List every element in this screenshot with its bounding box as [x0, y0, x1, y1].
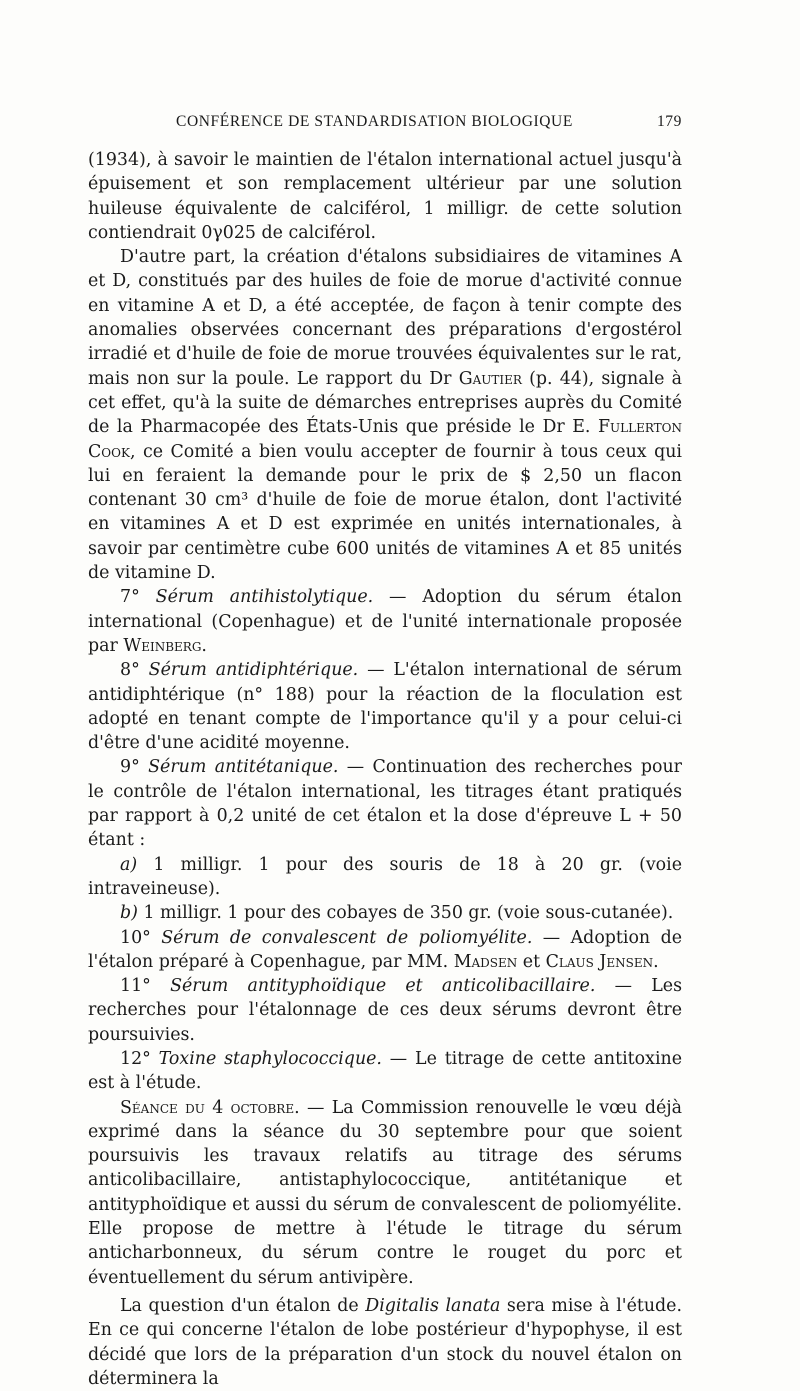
running-header: [88, 113, 682, 139]
item-title: Toxine staphylococcique.: [158, 1048, 382, 1069]
item-9-serum-antitetanique: 9° Sérum antitétanique. — Continuation des recherches pour le contrôle de l'étalon international, les titrages étant pratiqués par rapport à 0,2 unité de cet étalon et la dose d'épreuve L + 50 étant :: [88, 757, 682, 851]
item-title: Sérum antidiphtérique.: [148, 660, 359, 681]
paragraph-calciferol: (1934), à savoir le maintien de l'étalon international actuel jusqu'à épuisement et son remplacement ultérieur par une solution huileuse équivalente de calciférol, 1 milligr. de cette solution contiendrait 0γ025 de calciférol.: [88, 150, 682, 243]
paragraph-etalons-subsidiaires: D'autre part, la création d'étalons subsidiaires de vitamines A et D, constitués par des huiles de foie de morue d'activité connue en vitamine A et D, a été acceptée, de façon à tenir compte des anomalies observées concernant des préparations d'ergostérol irradié et d'huile de foie de morue trouvées équivalentes sur le rat, mais non sur la poule. Le rapport du Dr Gautier (p. 44), signale à cet effet, qu'à la suite de démarches entreprises auprès du Comité de la Pharmacopée des États-Unis que préside le Dr E. Fullerton Cook, ce Comité a bien voulu accepter de fournir à tous ceux qui lui en feraient la demande pour le prix de $ 2,50 un flacon contenant 30 cm³ d'huile de foie de morue étalon, dont l'activité en vitamines A et D est exprimée en unités internationales, à savoir par centimètre cube 600 unités de vitamines A et 85 unités de vitamine D.: [88, 247, 682, 584]
item-title: Sérum antitétanique.: [148, 757, 339, 778]
item-11-serum-antityphoidique: 11° Sérum antityphoïdique et anticolibacillaire. — Les recherches pour l'étalonnage de ces deux sérums devront être poursuivies.: [88, 976, 682, 1045]
author-name: Gautier: [458, 368, 522, 389]
item-10-serum-poliomyelite: 10° Sérum de convalescent de poliomyélite. — Adoption de l'étalon préparé à Copenhague, par MM. Madsen et Claus Jensen.: [88, 927, 682, 972]
item-title: Sérum antihistolytique.: [155, 587, 374, 608]
author-name: Weinberg: [123, 635, 202, 656]
item-12-toxine-staphylococcique: 12° Toxine staphylococcique. — Le titrage de cette antitoxine est à l'étude.: [88, 1048, 683, 1094]
paragraph-digitalis: La question d'un étalon de Digitalis lanata sera mise à l'étude. En ce qui concerne l'étalon de lobe postérieur d'hypophyse, il est décidé que lors de la préparation d'un stock du nouvel étalon on déterminera la: [88, 1295, 682, 1389]
author-name: Madsen: [453, 951, 518, 972]
species-name: Digitalis lanata: [365, 1295, 501, 1316]
session-label: Séance du 4 octobre.: [120, 1097, 300, 1118]
body-text: [88, 148, 682, 1391]
item-8-serum-antidiphterique: 8° Sérum antidiphtérique. — L'étalon international de sérum antidiphtérique (n° 188) pour la réaction de la floculation est adopté en tenant compte de l'importance qu'il y a pour celui-ci d'être d'une acidité moyenne.: [88, 660, 682, 754]
author-name: Claus Jensen: [545, 951, 654, 972]
item-7-serum-antihistolytique: 7° Sérum antihistolytique. — Adoption du sérum étalon international (Copenhague) et de l'unité internationale proposée par Weinberg.: [88, 587, 682, 656]
author-name: Fullerton Cook: [88, 417, 682, 462]
subitem-b: b) 1 milligr. 1 pour des cobayes de 350 gr. (voie sous-cutanée).: [120, 903, 674, 924]
item-title: Sérum antityphoïdique et anticolibacillaire.: [170, 976, 596, 997]
running-title: CONFÉRENCE DE STANDARDISATION BIOLOGIQUE: [176, 113, 573, 130]
item-title: Sérum de convalescent de poliomyélite.: [161, 927, 533, 948]
subitem-a: a) 1 milligr. 1 pour des souris de 18 à 20 gr. (voie intraveineuse).: [88, 854, 682, 899]
page-number: 179: [656, 113, 682, 130]
paragraph-seance-4-octobre: Séance du 4 octobre. — La Commission renouvelle le vœu déjà exprimé dans la séance du 30 septembre pour que soient poursuivis les travaux relatifs au titrage des sérums anticolibacillaire, antistaphylococcique, antitétanique et antityphoïdique et aussi du sérum de convalescent de poliomyélite. Elle propose de mettre à l'étude le titrage du sérum anticharbonneux, du sérum contre le rouget du porc et éventuellement du sérum antivipère.: [88, 1097, 683, 1288]
